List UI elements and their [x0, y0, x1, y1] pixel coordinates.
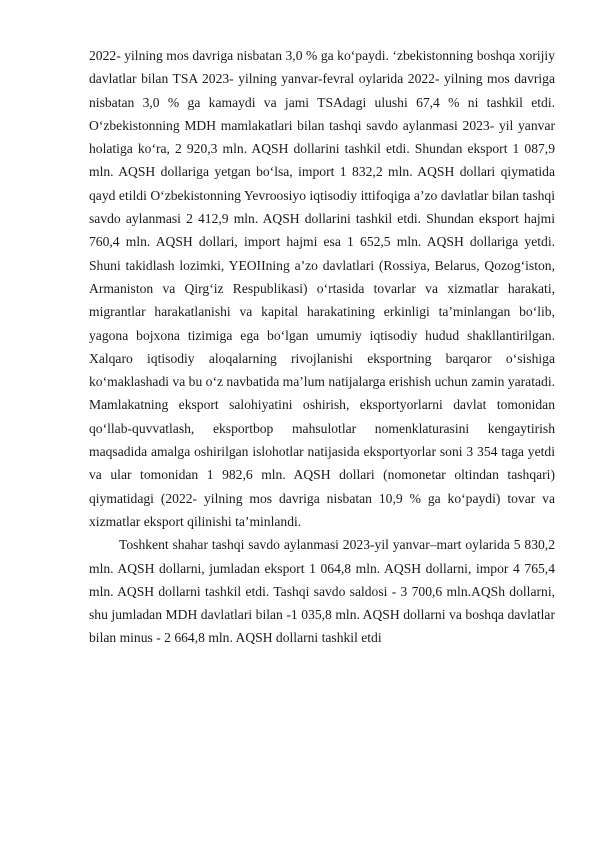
paragraph-tashkent-trade: Toshkent shahar tashqi savdo aylanmasi 2023-yil yanvar–mart oylarida 5 830,2 mln. AQSH dollarni, jumladan eksport 1 064,8 mln. AQSH dollarni, impor 4 765,4 mln. AQSH dollarni tashkil etdi. Tashqi savdo saldosi - 3 700,6 mln.AQSh dollarni, shu jumladan MDH davlatlari bilan -1 035,8 mln. AQSH dollarni va boshqa davlatlar bilan minus - 2 664,8 mln. AQSH dollarni tashkil etdi [89, 537, 555, 646]
document-page [89, 44, 555, 650]
paragraph-trade-overview: 2022- yilning mos davriga nisbatan 3,0 % ga ko‘paydi. ‘zbekistonning boshqa xorijiy davlatlar bilan TSA 2023- yilning yanvar-fevral oylarida 2022- yilning mos davriga nisbatan 3,0 % ga kamaydi va jami TSAdagi ulushi 67,4 % ni tashkil etdi. O‘zbekistonning MDH mamlakatlari bilan tashqi savdo aylanmasi 2023- yil yanvar holatiga ko‘ra, 2 920,3 mln. AQSH dollarini tashkil etdi. Shundan eksport 1 087,9 mln. AQSH dollariga yetgan bo‘lsa, import 1 832,2 mln. AQSH dollari qiymatida qayd etildi O‘zbekistonning Yevroosiyo iqtisodiy ittifoqiga a’zo davlatlar bilan tashqi savdo aylanmasi 2 412,9 mln. AQSH dollarini tashkil etdi. Shundan eksport hajmi 760,4 mln. AQSH dollari, import hajmi esa 1 652,5 mln. AQSH dollariga yetdi. Shuni takidlash lozimki, YEOIIning a’zo davlatlari (Rossiya, Belarus, Qozog‘iston, Armaniston va Qirg‘iz Respublikasi) o‘rtasida tovarlar va xizmatlar harakati, migrantlar harakatlanishi va kapital harakatining erkinligi ta’minlangan bo‘lib, yagona bojxona tizimiga ega bo‘lgan umumiy iqtisodiy hudud shakllantirilgan. Xalqaro iqtisodiy aloqalarning rivojlanishi eksportning barqaror o‘sishiga ko‘maklashadi va bu o‘z navbatida ma’lum natijalarga erishish uchun zamin yaratadi. Mamlakatning eksport salohiyatini oshirish, eksportyorlarni davlat tomonidan qo‘llab-quvvatlash, eksportbop mahsulotlar nomenklaturasini kengaytirish maqsadida amalga oshirilgan islohotlar natijasida eksportyorlar soni 3 354 taga yetdi va ular tomonidan 1 982,6 mln. AQSH dollari (nomonetar oltindan tashqari) qiymatidagi (2022- yilning mos davriga nisbatan 10,9 % ga ko‘paydi) tovar va xizmatlar eksport qilinishi ta’minlandi. [89, 48, 555, 529]
